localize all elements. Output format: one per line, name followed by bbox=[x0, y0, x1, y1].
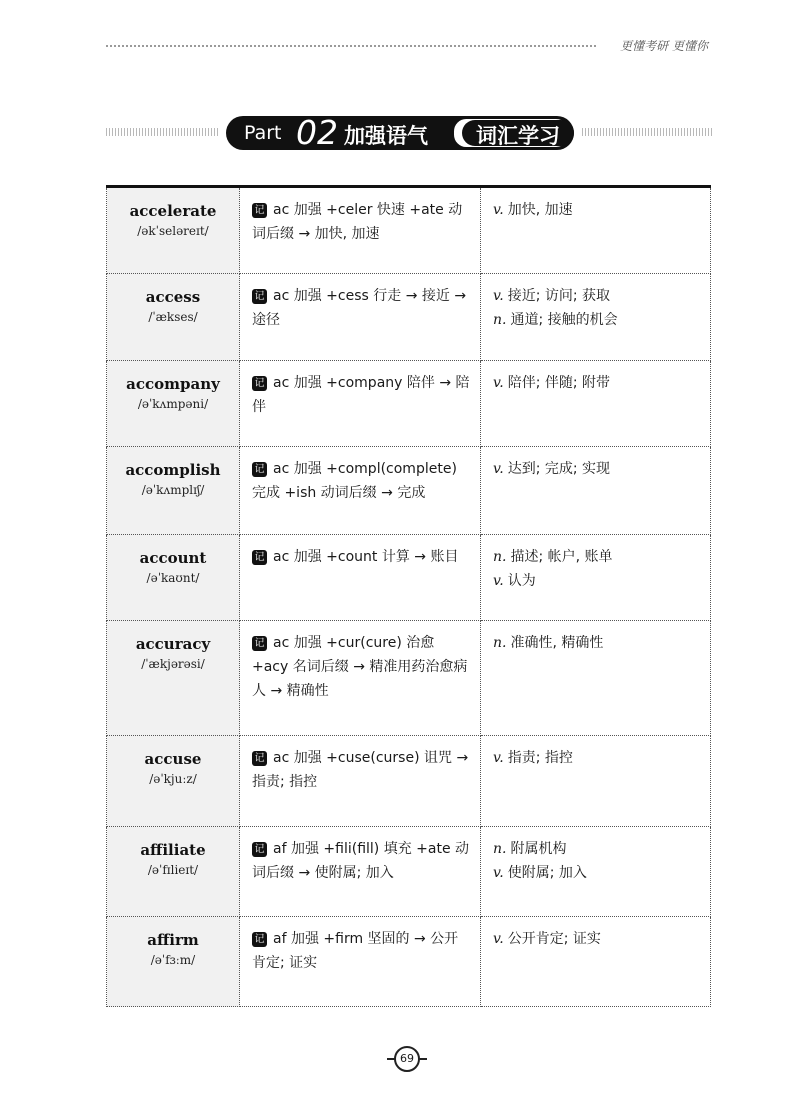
definition-text: 准确性, 精确性 bbox=[510, 635, 604, 651]
definition-line bbox=[493, 545, 702, 569]
part-of-speech: v. bbox=[493, 931, 504, 947]
headword: affirm bbox=[147, 931, 199, 949]
word-cell bbox=[107, 274, 240, 361]
definition-cell bbox=[481, 535, 711, 621]
headword: accelerate bbox=[129, 202, 217, 220]
memory-cell bbox=[240, 621, 481, 736]
memory-text: ac 加强 +cur(cure) 治愈 +acy 名词后缀 → 精准用药治愈病人 → 精确性 bbox=[252, 635, 468, 699]
vocab-row bbox=[107, 917, 711, 1007]
definition-text: 描述; 帐户, 账单 bbox=[510, 549, 613, 565]
definition-line bbox=[493, 569, 702, 593]
section-title-bar bbox=[106, 113, 712, 154]
definition-text: 认为 bbox=[507, 573, 536, 589]
part-number: 02 bbox=[296, 113, 338, 152]
ji-icon: 记 bbox=[252, 376, 267, 391]
definition-line bbox=[493, 308, 702, 332]
section-pill bbox=[226, 113, 574, 152]
memory-cell bbox=[240, 535, 481, 621]
ji-icon: 记 bbox=[252, 932, 267, 947]
part-of-speech: n. bbox=[493, 635, 507, 651]
vocab-row bbox=[107, 827, 711, 917]
definition-cell bbox=[481, 621, 711, 736]
vocab-row bbox=[107, 274, 711, 361]
definition-cell bbox=[481, 187, 711, 274]
word-cell bbox=[107, 447, 240, 535]
definition-cell bbox=[481, 274, 711, 361]
vocab-row bbox=[107, 361, 711, 447]
phonetic: /əˈfɜːm/ bbox=[150, 953, 196, 967]
title-rule-right bbox=[582, 128, 712, 136]
headword: account bbox=[139, 549, 207, 567]
memory-text: ac 加强 +company 陪伴 → 陪伴 bbox=[252, 375, 470, 415]
memory-text: ac 加强 +celer 快速 +ate 动词后缀 → 加快, 加速 bbox=[252, 202, 463, 242]
headword: accuse bbox=[144, 750, 202, 768]
title-rule-left bbox=[106, 128, 218, 136]
phonetic: /ˈækjərəsi/ bbox=[141, 657, 205, 671]
ji-icon: 记 bbox=[252, 462, 267, 477]
word-cell bbox=[107, 736, 240, 827]
definition-line bbox=[493, 927, 702, 951]
part-of-speech: v. bbox=[493, 865, 504, 881]
memory-cell bbox=[240, 447, 481, 535]
definition-cell bbox=[481, 447, 711, 535]
memory-cell bbox=[240, 917, 481, 1007]
word-cell bbox=[107, 535, 240, 621]
definition-line bbox=[493, 746, 702, 770]
phonetic: /əˈkaʊnt/ bbox=[146, 571, 200, 585]
vocab-row bbox=[107, 447, 711, 535]
headword: affiliate bbox=[140, 841, 206, 859]
section-title: 加强语气 bbox=[344, 124, 428, 148]
definition-text: 加快, 加速 bbox=[507, 202, 573, 218]
memory-text: ac 加强 +count 计算 → 账目 bbox=[273, 549, 459, 565]
definition-line bbox=[493, 198, 702, 222]
definition-text: 接近; 访问; 获取 bbox=[507, 288, 611, 304]
vocabulary-table bbox=[106, 185, 711, 1007]
definition-text: 指责; 指控 bbox=[507, 750, 573, 766]
ji-icon: 记 bbox=[252, 550, 267, 565]
part-of-speech: v. bbox=[493, 750, 504, 766]
phonetic: /əˈfɪlieɪt/ bbox=[147, 863, 199, 877]
word-cell bbox=[107, 917, 240, 1007]
part-of-speech: v. bbox=[493, 202, 504, 218]
word-cell bbox=[107, 187, 240, 274]
part-of-speech: n. bbox=[493, 841, 507, 857]
definition-line bbox=[493, 457, 702, 481]
definition-text: 使附属; 加入 bbox=[507, 865, 587, 881]
headword: accompany bbox=[126, 375, 220, 393]
definition-cell bbox=[481, 827, 711, 917]
word-cell bbox=[107, 827, 240, 917]
vocab-row bbox=[107, 535, 711, 621]
ji-icon: 记 bbox=[252, 636, 267, 651]
memory-cell bbox=[240, 274, 481, 361]
header-slogan: 更懂考研 更懂你 bbox=[620, 39, 708, 53]
ji-icon: 记 bbox=[252, 289, 267, 304]
definition-text: 达到; 完成; 实现 bbox=[507, 461, 611, 477]
phonetic: /əˈkʌmpəni/ bbox=[137, 397, 209, 411]
headword: accomplish bbox=[125, 461, 221, 479]
memory-cell bbox=[240, 187, 481, 274]
header-dotted-rule bbox=[106, 45, 596, 47]
memory-text: af 加强 +fili(fill) 填充 +ate 动词后缀 → 使附属; 加入 bbox=[252, 841, 470, 881]
memory-cell bbox=[240, 361, 481, 447]
vocab-row bbox=[107, 736, 711, 827]
memory-cell bbox=[240, 827, 481, 917]
memory-text: ac 加强 +compl(complete) 完成 +ish 动词后缀 → 完成 bbox=[252, 461, 457, 501]
memory-text: af 加强 +firm 坚固的 → 公开肯定; 证实 bbox=[252, 931, 459, 971]
headword: access bbox=[145, 288, 201, 306]
page-number: 69 bbox=[394, 1046, 420, 1072]
phonetic: /əˈkʌmplɪʃ/ bbox=[141, 483, 205, 497]
memory-text: ac 加强 +cuse(curse) 诅咒 → 指责; 指控 bbox=[252, 750, 469, 790]
definition-line bbox=[493, 837, 702, 861]
section-subtitle: 词汇学习 bbox=[476, 124, 560, 148]
ji-icon: 记 bbox=[252, 203, 267, 218]
part-of-speech: v. bbox=[493, 573, 504, 589]
definition-text: 公开肯定; 证实 bbox=[507, 931, 601, 947]
memory-cell bbox=[240, 736, 481, 827]
phonetic: /ˈækses/ bbox=[148, 310, 198, 324]
phonetic: /əˈkjuːz/ bbox=[149, 772, 197, 786]
ji-icon: 记 bbox=[252, 751, 267, 766]
headword: accuracy bbox=[135, 635, 211, 653]
phonetic: /əkˈseləreɪt/ bbox=[137, 224, 209, 238]
part-label: Part bbox=[244, 122, 282, 144]
definition-text: 附属机构 bbox=[510, 841, 567, 857]
part-of-speech: v. bbox=[493, 461, 504, 477]
vocab-row bbox=[107, 187, 711, 274]
word-cell bbox=[107, 361, 240, 447]
memory-text: ac 加强 +cess 行走 → 接近 → 途径 bbox=[252, 288, 467, 328]
definition-text: 陪伴; 伴随; 附带 bbox=[507, 375, 611, 391]
part-of-speech: v. bbox=[493, 288, 504, 304]
part-of-speech: n. bbox=[493, 312, 507, 328]
part-of-speech: n. bbox=[493, 549, 507, 565]
definition-cell bbox=[481, 736, 711, 827]
word-cell bbox=[107, 621, 240, 736]
part-of-speech: v. bbox=[493, 375, 504, 391]
definition-line bbox=[493, 631, 702, 655]
ji-icon: 记 bbox=[252, 842, 267, 857]
definition-text: 通道; 接触的机会 bbox=[510, 312, 618, 328]
definition-line bbox=[493, 371, 702, 395]
definition-line bbox=[493, 861, 702, 885]
definition-cell bbox=[481, 361, 711, 447]
definition-cell bbox=[481, 917, 711, 1007]
vocab-row bbox=[107, 621, 711, 736]
definition-line bbox=[493, 284, 702, 308]
